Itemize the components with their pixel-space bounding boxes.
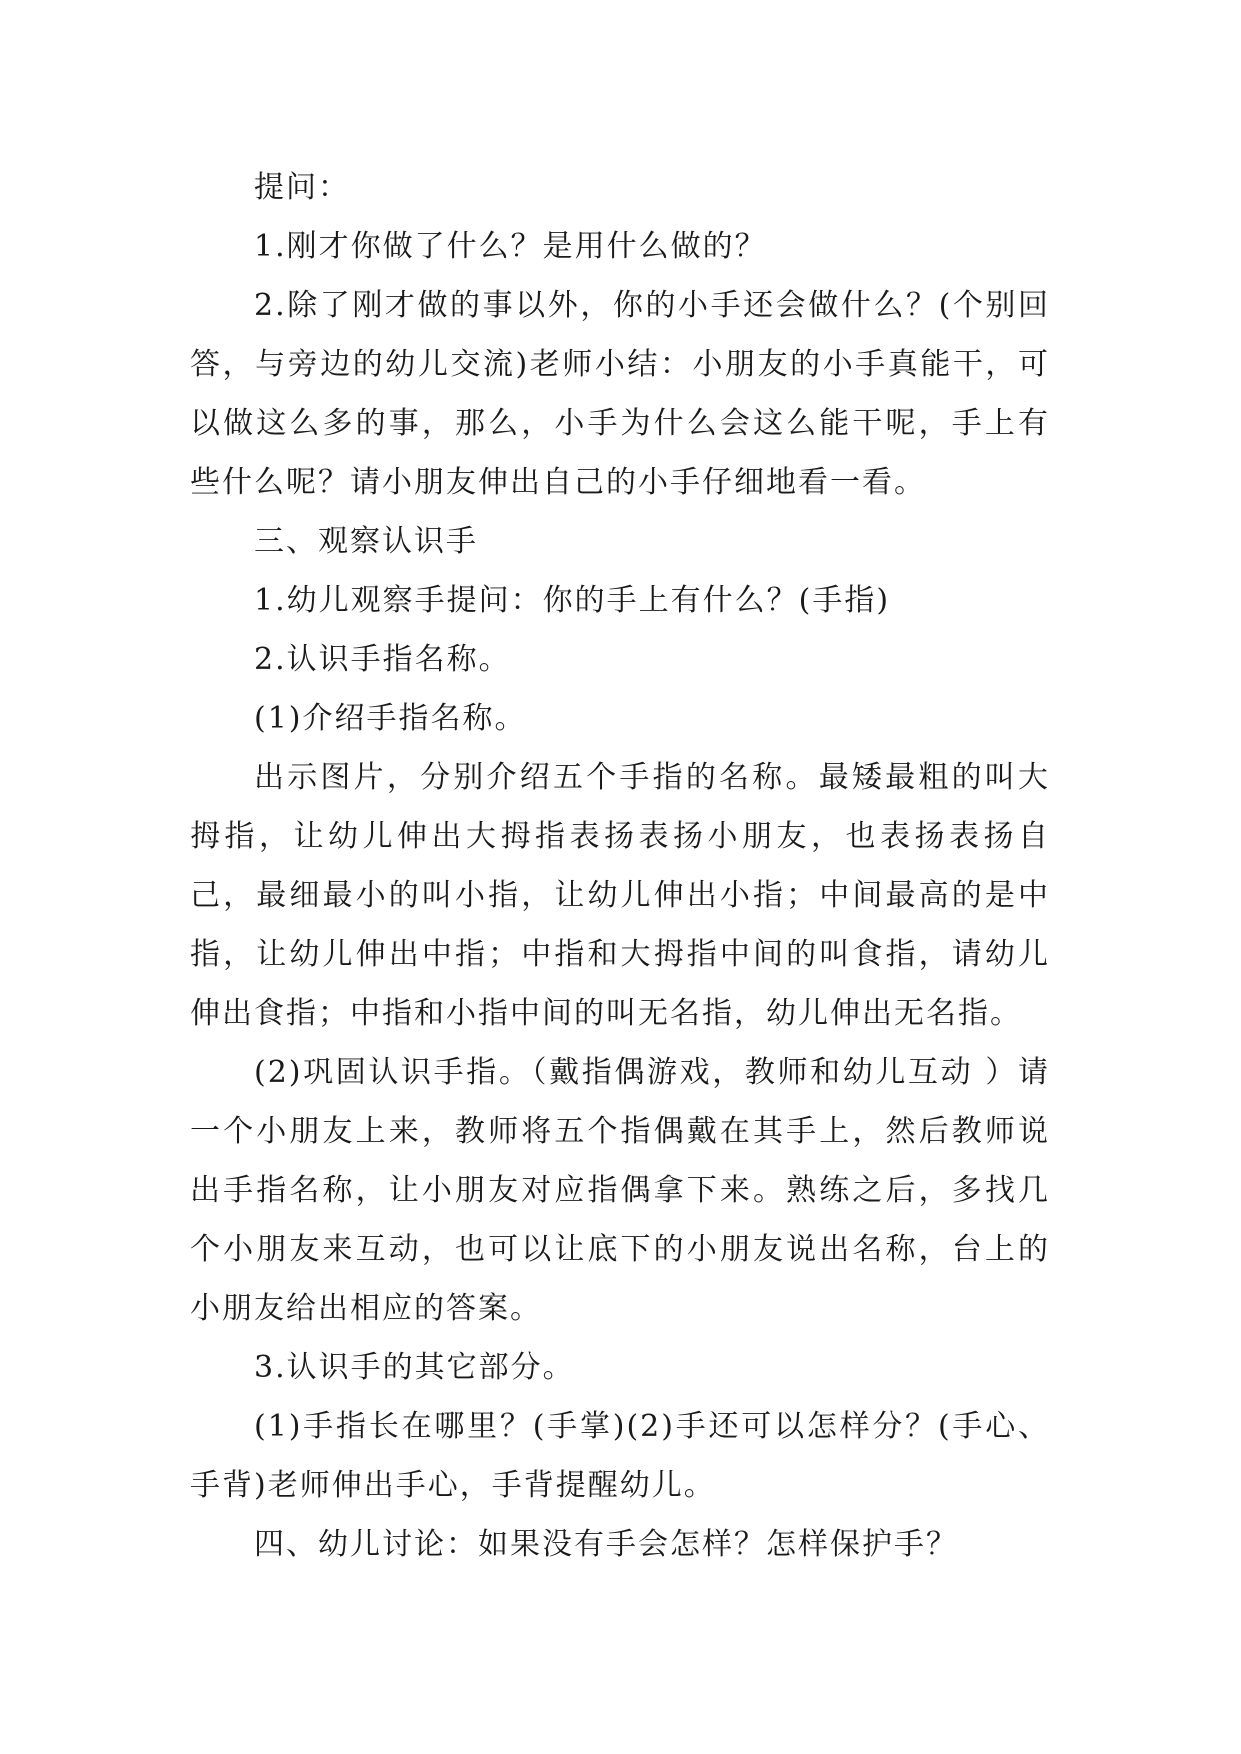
paragraph-question-2: 2.除了刚才做的事以外，你的小手还会做什么？(个别回答，与旁边的幼儿交流)老师小结：小朋友的小手真能干，可以做这么多的事，那么，小手为什么会这么能干呢，手上有些什么呢？请小朋友伸出自己的小手仔细地看一看。: [190, 288, 1050, 500]
paragraph-question-heading: 提问：: [254, 170, 350, 205]
paragraph-finger-names-heading: 2.认识手指名称。: [254, 642, 511, 677]
section-heading-observe-hand: 三、观察认识手: [254, 524, 478, 559]
paragraph-finger-game: (2)巩固认识手指。（戴指偶游戏，教师和幼儿互动 ）请一个小朋友上来，教师将五个指偶戴在其手上，然后教师说出手指名称，让小朋友对应指偶拿下来。熟练之后，多找几个小朋友来互动，也可以让底下的小朋友说出名称，台上的小朋友给出相应的答案。: [190, 1055, 1050, 1326]
paragraph-palm-questions: (1)手指长在哪里？(手掌)(2)手还可以怎样分？(手心、手背)老师伸出手心，手背提醒幼儿。: [190, 1409, 1050, 1503]
paragraph-other-parts-heading: 3.认识手的其它部分。: [254, 1350, 575, 1385]
document-body: [190, 158, 1050, 1574]
paragraph-observe-hand: 1.幼儿观察手提问：你的手上有什么？(手指): [254, 583, 891, 618]
paragraph-finger-description: 出示图片，分别介绍五个手指的名称。最矮最粗的叫大拇指，让幼儿伸出大拇指表扬表扬小朋友，也表扬表扬自己，最细最小的叫小指，让幼儿伸出小指；中间最高的是中指，让幼儿伸出中指；中指和大拇指中间的叫食指，请幼儿伸出食指；中指和小指中间的叫无名指，幼儿伸出无名指。: [190, 760, 1050, 1031]
section-heading-discussion: 四、幼儿讨论：如果没有手会怎样？怎样保护手？: [254, 1527, 958, 1562]
paragraph-introduce-finger-names: (1)介绍手指名称。: [254, 701, 527, 736]
paragraph-question-1: 1.刚才你做了什么？是用什么做的？: [254, 229, 767, 264]
